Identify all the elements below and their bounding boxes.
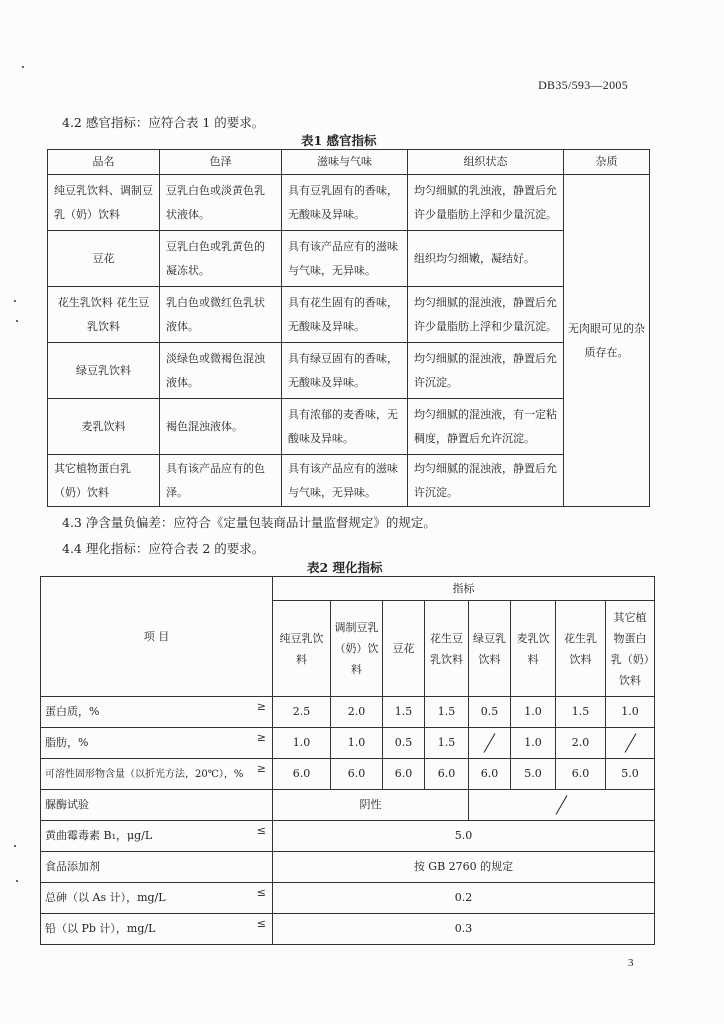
- value-cell: 5.0: [273, 821, 655, 852]
- scan-speck: [22, 66, 24, 68]
- column-header: 绿豆乳饮料: [469, 601, 511, 697]
- value-cell: 6.0: [331, 759, 383, 790]
- scan-speck: [14, 845, 16, 847]
- page-number: 3: [628, 957, 634, 969]
- row-label: 脂肪，%: [45, 736, 89, 749]
- header-texture: 组织状态: [408, 150, 564, 175]
- slash-mark: [556, 795, 568, 815]
- product-name: 绿豆乳饮料: [48, 343, 160, 399]
- value-cell: 2.0: [556, 728, 606, 759]
- value-cell: 1.0: [331, 728, 383, 759]
- row-label: 总砷（以 As 计），mg/L: [45, 891, 166, 904]
- value-cell: 1.0: [511, 728, 556, 759]
- value-cell: 0.3: [273, 914, 655, 945]
- product-color: 淡绿色或微褐色混浊液体。: [160, 343, 282, 399]
- product-color: 褐色混浊液体。: [160, 399, 282, 455]
- value-cell: 2.5: [273, 697, 331, 728]
- row-name: [41, 759, 273, 790]
- row-label: 蛋白质，%: [45, 705, 100, 718]
- physicochemical-table: [40, 576, 655, 945]
- product-texture: 均匀细腻的混浊液，静置后允许沉淀。: [408, 455, 564, 507]
- value-cell: 1.0: [606, 697, 655, 728]
- not-applicable-cell: [606, 728, 655, 759]
- value-cell: 6.0: [425, 759, 469, 790]
- comparison-symbol: ≤: [256, 917, 266, 930]
- sensory-table: [47, 149, 650, 507]
- value-cell: 1.5: [425, 697, 469, 728]
- table1-caption: 表1 感官指标: [301, 133, 377, 148]
- row-name: [41, 790, 273, 821]
- value-cell: 6.0: [469, 759, 511, 790]
- product-name: 花生乳饮料 花生豆乳饮料: [48, 287, 160, 343]
- section-4-4: 4.4 理化指标：应符合表 2 的要求。: [62, 541, 265, 556]
- row-name: [41, 728, 273, 759]
- product-texture: 均匀细腻的混浊液，静置后允许沉淀。: [408, 343, 564, 399]
- header-color: 色泽: [160, 150, 282, 175]
- value-cell: 6.0: [383, 759, 425, 790]
- header-product-name: 品名: [48, 150, 160, 175]
- slash-mark: [484, 733, 496, 753]
- value-cell: 1.5: [383, 697, 425, 728]
- value-cell: 阴性: [273, 790, 469, 821]
- column-header: 纯豆乳饮料: [273, 601, 331, 697]
- comparison-symbol: ≤: [256, 824, 266, 837]
- value-cell: 按 GB 2760 的规定: [273, 852, 655, 883]
- product-taste: 具有绿豆固有的香味，无酸味及异味。: [282, 343, 408, 399]
- comparison-symbol: ≥: [256, 700, 266, 713]
- column-header: 调制豆乳（奶）饮料: [331, 601, 383, 697]
- product-name: 豆花: [48, 231, 160, 287]
- product-taste: 具有该产品应有的滋味与气味，无异味。: [282, 455, 408, 507]
- row-name: [41, 697, 273, 728]
- comparison-symbol: ≤: [256, 886, 266, 899]
- column-header: 豆花: [383, 601, 425, 697]
- product-taste: 具有豆乳固有的香味，无酸味及异味。: [282, 175, 408, 231]
- slash-mark: [624, 733, 636, 753]
- product-texture: 组织均匀细嫩，凝结好。: [408, 231, 564, 287]
- value-cell: 5.0: [511, 759, 556, 790]
- section-4-2: 4.2 感官指标：应符合表 1 的要求。: [62, 115, 265, 130]
- value-cell: 0.2: [273, 883, 655, 914]
- section-4-3: 4.3 净含量负偏差：应符合《定量包装商品计量监督规定》的规定。: [62, 515, 436, 530]
- value-cell: 2.0: [331, 697, 383, 728]
- index-header: 指标: [273, 577, 655, 601]
- value-cell: 1.0: [511, 697, 556, 728]
- comparison-symbol: ≥: [256, 762, 266, 775]
- scan-speck: [16, 320, 18, 322]
- value-cell: 0.5: [469, 697, 511, 728]
- product-name: 麦乳饮料: [48, 399, 160, 455]
- not-applicable-cell: [469, 790, 655, 821]
- product-color: 乳白色或微红色乳状液体。: [160, 287, 282, 343]
- product-taste: 具有花生固有的香味，无酸味及异味。: [282, 287, 408, 343]
- row-label: 可溶性固形物含量（以折光方法，20℃），%: [45, 768, 244, 780]
- column-header: 花生乳饮料: [556, 601, 606, 697]
- not-applicable-cell: [469, 728, 511, 759]
- scan-speck: [14, 300, 16, 302]
- value-cell: 6.0: [556, 759, 606, 790]
- product-taste: 具有浓郁的麦香味，无酸味及异味。: [282, 399, 408, 455]
- product-color: 豆乳白色或乳黄色的凝冻状。: [160, 231, 282, 287]
- scan-speck: [16, 880, 18, 882]
- value-cell: 1.5: [425, 728, 469, 759]
- product-taste: 具有该产品应有的滋味与气味，无异味。: [282, 231, 408, 287]
- value-cell: 5.0: [606, 759, 655, 790]
- product-texture: 均匀细腻的混浊液，静置后允许少量脂肪上浮和少量沉淀。: [408, 287, 564, 343]
- value-cell: 6.0: [273, 759, 331, 790]
- product-color: 豆乳白色或淡黄色乳状液体。: [160, 175, 282, 231]
- impurity-requirement: 无肉眼可见的杂质存在。: [564, 175, 650, 507]
- value-cell: 1.0: [273, 728, 331, 759]
- row-name: [41, 852, 273, 883]
- product-texture: 均匀细腻的混浊液，有一定粘稠度，静置后允许沉淀。: [408, 399, 564, 455]
- header-impurity: 杂质: [564, 150, 650, 175]
- row-name: [41, 821, 273, 852]
- header-taste-smell: 滋味与气味: [282, 150, 408, 175]
- row-name: [41, 914, 273, 945]
- product-name: 其它植物蛋白乳（奶）饮料: [48, 455, 160, 507]
- row-label: 脲酶试验: [45, 798, 89, 811]
- column-header: 其它植物蛋白乳（奶）饮料: [606, 601, 655, 697]
- value-cell: 0.5: [383, 728, 425, 759]
- row-label: 铅（以 Pb 计），mg/L: [45, 922, 156, 935]
- value-cell: 1.5: [556, 697, 606, 728]
- column-header: 麦乳饮料: [511, 601, 556, 697]
- item-header: 项 目: [41, 577, 273, 697]
- row-label: 食品添加剂: [45, 860, 100, 873]
- row-label: 黄曲霉毒素 B₁，μg/L: [45, 829, 153, 842]
- comparison-symbol: ≥: [256, 731, 266, 744]
- product-name: 纯豆乳饮料、调制豆乳（奶）饮料: [48, 175, 160, 231]
- document-code: DB35/593—2005: [538, 78, 628, 92]
- row-name: [41, 883, 273, 914]
- product-color: 具有该产品应有的色泽。: [160, 455, 282, 507]
- column-header: 花生豆乳饮料: [425, 601, 469, 697]
- table2-caption: 表2 理化指标: [307, 560, 383, 575]
- product-texture: 均匀细腻的乳浊液，静置后允许少量脂肪上浮和少量沉淀。: [408, 175, 564, 231]
